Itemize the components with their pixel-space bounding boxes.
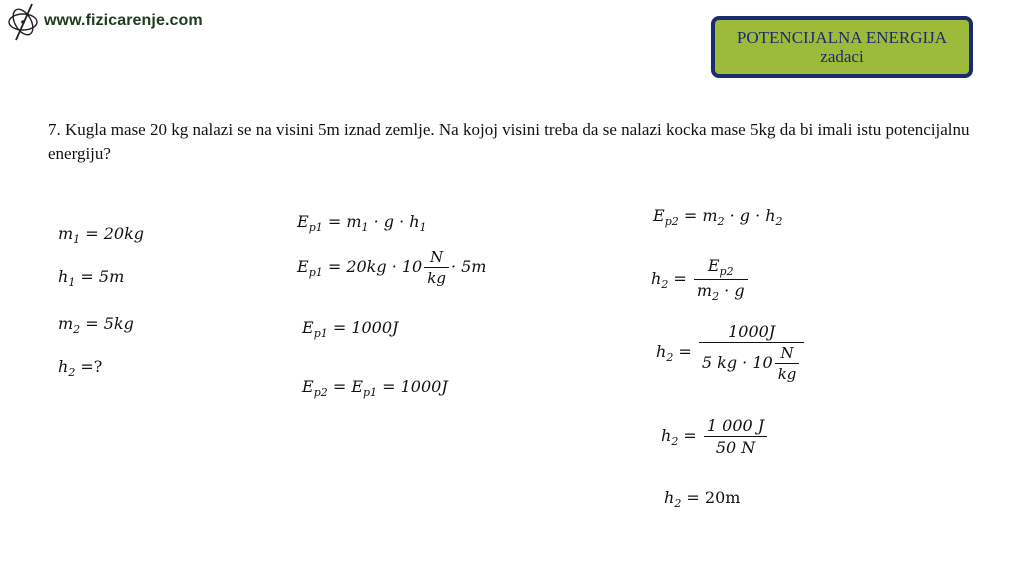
problem-statement: 7. Kugla mase 20 kg nalazi se na visini 5m iznad zemlje. Na kojoj visini treba da se nalazi kocka mase 5kg da bi imali istu potencijalnu energiju?: [48, 120, 970, 163]
middle-eq-ep1-result: $E_{p1} = 1000J$: [302, 318, 399, 340]
right-eq-h2-result: $h_2 = 20m$: [664, 488, 741, 510]
middle-eq-ep1-substitution: $E_{p1} = 20kg \cdot 10$ $\frac{N}{kg}$ · 5m: [297, 248, 487, 287]
fraction-n-over-kg-inner: $\frac{N}{kg}$: [775, 344, 800, 383]
given-h1: $h_1 = 5m$: [58, 267, 125, 289]
given-h2: $h_2$ =?: [58, 357, 103, 379]
fraction-1000j-over-5kg-10nkg: 1000J 5 kg · 10 $\frac{N}{kg}$: [699, 322, 805, 383]
atom-pen-logo-icon: [6, 2, 42, 42]
right-eq-h2-formula: $h_2$ = $\frac{E_{p2}}{m_2 \cdot g}$: [651, 256, 750, 303]
right-eq-h2-numbers: $h_2$ = $\frac{1 000 J}{50 N}$: [661, 416, 769, 457]
middle-eq-ep2-equals-ep1: $E_{p2} = E_{p1} = 1000J$: [302, 377, 448, 399]
title-line-2: zadaci: [820, 47, 864, 66]
given-m1: $m_1 = 20kg$: [58, 224, 145, 246]
title-box: [711, 16, 973, 78]
site-url[interactable]: www.fizicarenje.com: [44, 12, 203, 29]
middle-eq-ep1-formula: $E_{p1} = m_1 \cdot g \cdot h_1$: [297, 212, 427, 234]
given-m2: $m_2 = 5kg$: [58, 314, 134, 336]
fraction-n-over-kg: $\frac{N}{kg}$: [424, 248, 449, 287]
right-eq-h2-substitution: $h_2$ = 1000J 5 kg · 10 $\frac{N}{kg}$: [656, 322, 806, 383]
title-line-1: POTENCIJALNA ENERGIJA: [736, 28, 948, 47]
fraction-ep2-over-m2g: $\frac{E_{p2}}{m_2 \cdot g}$: [694, 256, 748, 303]
fraction-1000j-over-50n: $\frac{1 000 J}{50 N}$: [704, 416, 767, 457]
right-eq-ep2-formula: $E_{p2} = m_2 \cdot g \cdot h_2$: [653, 206, 783, 228]
